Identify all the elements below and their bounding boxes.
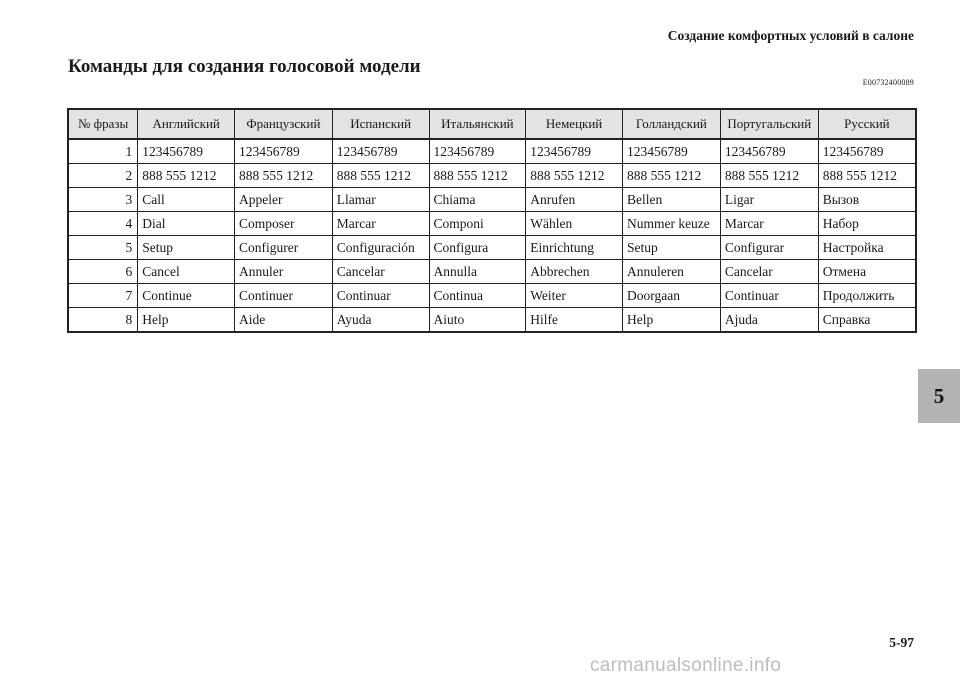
table-cell: Continue: [138, 284, 235, 308]
table-cell: 888 555 1212: [818, 164, 916, 188]
table-cell: Help: [138, 308, 235, 333]
table-cell: Continuar: [332, 284, 429, 308]
phrase-number-cell: 1: [68, 139, 138, 164]
voice-commands-table: [67, 108, 917, 333]
page-number: 5-97: [889, 635, 914, 650]
table-cell: Annuler: [235, 260, 333, 284]
table-row: [68, 188, 916, 212]
table-row: [68, 164, 916, 188]
table-cell: Help: [622, 308, 720, 333]
watermark: carmanualsonline.info: [590, 655, 782, 676]
table-cell: Llamar: [332, 188, 429, 212]
table-cell: Bellen: [622, 188, 720, 212]
table-cell: Справка: [818, 308, 916, 333]
table-cell: 888 555 1212: [332, 164, 429, 188]
column-header-portuguese: Португальский: [720, 109, 818, 139]
table-cell: Continuer: [235, 284, 333, 308]
column-header-italian: Итальянский: [429, 109, 526, 139]
table-cell: Cancelar: [720, 260, 818, 284]
table-cell: Einrichtung: [526, 236, 623, 260]
table-cell: Набор: [818, 212, 916, 236]
column-header-spanish: Испанский: [332, 109, 429, 139]
table-cell: 888 555 1212: [138, 164, 235, 188]
table-cell: Weiter: [526, 284, 623, 308]
table-row: [68, 284, 916, 308]
table-cell: Ligar: [720, 188, 818, 212]
table-cell: Continua: [429, 284, 526, 308]
table-cell: Configura: [429, 236, 526, 260]
column-header-english: Английский: [138, 109, 235, 139]
table-cell: 123456789: [622, 139, 720, 164]
table-cell: Chiama: [429, 188, 526, 212]
table-cell: Ajuda: [720, 308, 818, 333]
table-cell: Componi: [429, 212, 526, 236]
running-head: Создание комфортных условий в салоне: [667, 28, 914, 43]
table-cell: Ayuda: [332, 308, 429, 333]
table-cell: Вызов: [818, 188, 916, 212]
column-header-french: Французский: [235, 109, 333, 139]
table-cell: Aide: [235, 308, 333, 333]
table-cell: Отмена: [818, 260, 916, 284]
table-cell: 123456789: [235, 139, 333, 164]
table-row: [68, 308, 916, 333]
table-cell: Cancelar: [332, 260, 429, 284]
table-cell: Abbrechen: [526, 260, 623, 284]
phrase-number-cell: 3: [68, 188, 138, 212]
column-header-german: Немецкий: [526, 109, 623, 139]
phrase-number-cell: 4: [68, 212, 138, 236]
table-row: [68, 212, 916, 236]
table-cell: 888 555 1212: [720, 164, 818, 188]
table-cell: Marcar: [332, 212, 429, 236]
table-cell: Doorgaan: [622, 284, 720, 308]
table-cell: 123456789: [138, 139, 235, 164]
table-cell: Cancel: [138, 260, 235, 284]
table-cell: Настройка: [818, 236, 916, 260]
table-row: [68, 260, 916, 284]
table-cell: Appeler: [235, 188, 333, 212]
table-cell: Nummer keuze: [622, 212, 720, 236]
table-row: [68, 236, 916, 260]
table-cell: 888 555 1212: [235, 164, 333, 188]
column-header-dutch: Голландский: [622, 109, 720, 139]
table-header-row: [68, 109, 916, 139]
phrase-number-cell: 2: [68, 164, 138, 188]
table-cell: Marcar: [720, 212, 818, 236]
table-cell: Annuleren: [622, 260, 720, 284]
table-cell: Continuar: [720, 284, 818, 308]
table-cell: Configuración: [332, 236, 429, 260]
table-cell: Setup: [138, 236, 235, 260]
table-cell: Annulla: [429, 260, 526, 284]
table-cell: Anrufen: [526, 188, 623, 212]
chapter-tab: 5: [918, 369, 960, 423]
table-cell: 888 555 1212: [429, 164, 526, 188]
phrase-number-cell: 8: [68, 308, 138, 333]
phrase-number-cell: 6: [68, 260, 138, 284]
table-cell: Setup: [622, 236, 720, 260]
table-cell: 123456789: [818, 139, 916, 164]
table-cell: Hilfe: [526, 308, 623, 333]
table-cell: Продолжить: [818, 284, 916, 308]
table-cell: 123456789: [526, 139, 623, 164]
phrase-number-cell: 5: [68, 236, 138, 260]
table-cell: 123456789: [720, 139, 818, 164]
table-row: [68, 139, 916, 164]
table-cell: 123456789: [332, 139, 429, 164]
table-cell: Call: [138, 188, 235, 212]
table-cell: Configurar: [720, 236, 818, 260]
table-cell: Wählen: [526, 212, 623, 236]
table-cell: Aiuto: [429, 308, 526, 333]
table-cell: Dial: [138, 212, 235, 236]
document-code: E00732400089: [862, 78, 914, 87]
table-cell: 888 555 1212: [526, 164, 623, 188]
table-cell: 123456789: [429, 139, 526, 164]
table-cell: Composer: [235, 212, 333, 236]
table-cell: Configurer: [235, 236, 333, 260]
section-title: Команды для создания голосовой модели: [68, 56, 421, 77]
column-header-phrase-number: № фразы: [68, 109, 138, 139]
phrase-number-cell: 7: [68, 284, 138, 308]
column-header-russian: Русский: [818, 109, 916, 139]
table-cell: 888 555 1212: [622, 164, 720, 188]
